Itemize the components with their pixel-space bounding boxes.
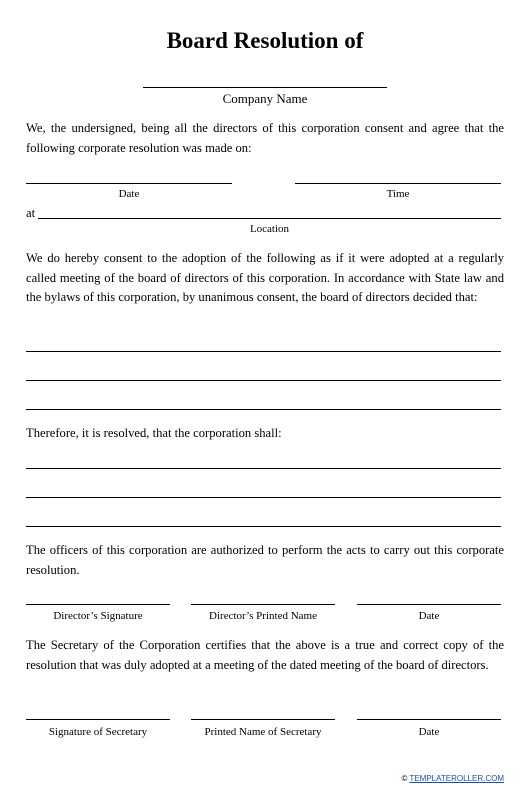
decision-line[interactable]	[26, 380, 501, 381]
decision-line[interactable]	[26, 409, 501, 410]
consent-paragraph: We do hereby consent to the adoption of the following as if it were adopted at a regularly called meeting of the board of directors of this corporation. In accordance with State law and the bylaws of this corporation, by unanimous consent, the board of directors decided that:	[26, 251, 504, 304]
copyright-symbol: ©	[401, 774, 408, 783]
location-label: Location	[249, 223, 290, 235]
secretary-signature-label: Signature of Secretary	[48, 726, 148, 738]
location-line[interactable]	[38, 218, 501, 219]
company-name-line[interactable]	[143, 87, 387, 88]
director-signature-line[interactable]	[26, 604, 170, 605]
document-title: Board Resolution of	[166, 28, 364, 53]
decision-line[interactable]	[26, 351, 501, 352]
secretary-date-label: Date	[418, 726, 440, 738]
footer-credit	[401, 774, 504, 784]
intro-paragraph: We, the undersigned, being all the directors of this corporation consent and agree that the following corporate resolution was made on:	[26, 121, 504, 155]
officers-paragraph: The officers of this corporation are authorized to perform the acts to carry out this corporate resolution.	[26, 543, 504, 577]
secretary-paragraph: The Secretary of the Corporation certifies that the above is a true and correct copy of the resolution that was duly adopted at a meeting of the dated meeting of the board of directors.	[26, 638, 504, 672]
director-printed-name-line[interactable]	[191, 604, 335, 605]
templateroller-link[interactable]: TEMPLATEROLLER.COM	[409, 774, 504, 783]
director-date-line[interactable]	[357, 604, 501, 605]
director-printed-name-label: Director’s Printed Name	[209, 610, 317, 622]
resolution-line[interactable]	[26, 468, 501, 469]
at-label: at	[26, 206, 36, 220]
time-label: Time	[386, 188, 410, 200]
secretary-signature-line[interactable]	[26, 719, 170, 720]
resolved-paragraph: Therefore, it is resolved, that the corporation shall:	[26, 426, 282, 440]
secretary-date-line[interactable]	[357, 719, 501, 720]
resolution-line[interactable]	[26, 526, 501, 527]
director-signature-label: Director’s Signature	[53, 610, 143, 622]
secretary-printed-name-line[interactable]	[191, 719, 335, 720]
company-name-label: Company Name	[222, 91, 308, 106]
date-label: Date	[118, 188, 140, 200]
time-line[interactable]	[295, 183, 501, 184]
secretary-printed-name-label: Printed Name of Secretary	[204, 726, 322, 738]
director-date-label: Date	[418, 610, 440, 622]
resolution-line[interactable]	[26, 497, 501, 498]
date-line[interactable]	[26, 183, 232, 184]
